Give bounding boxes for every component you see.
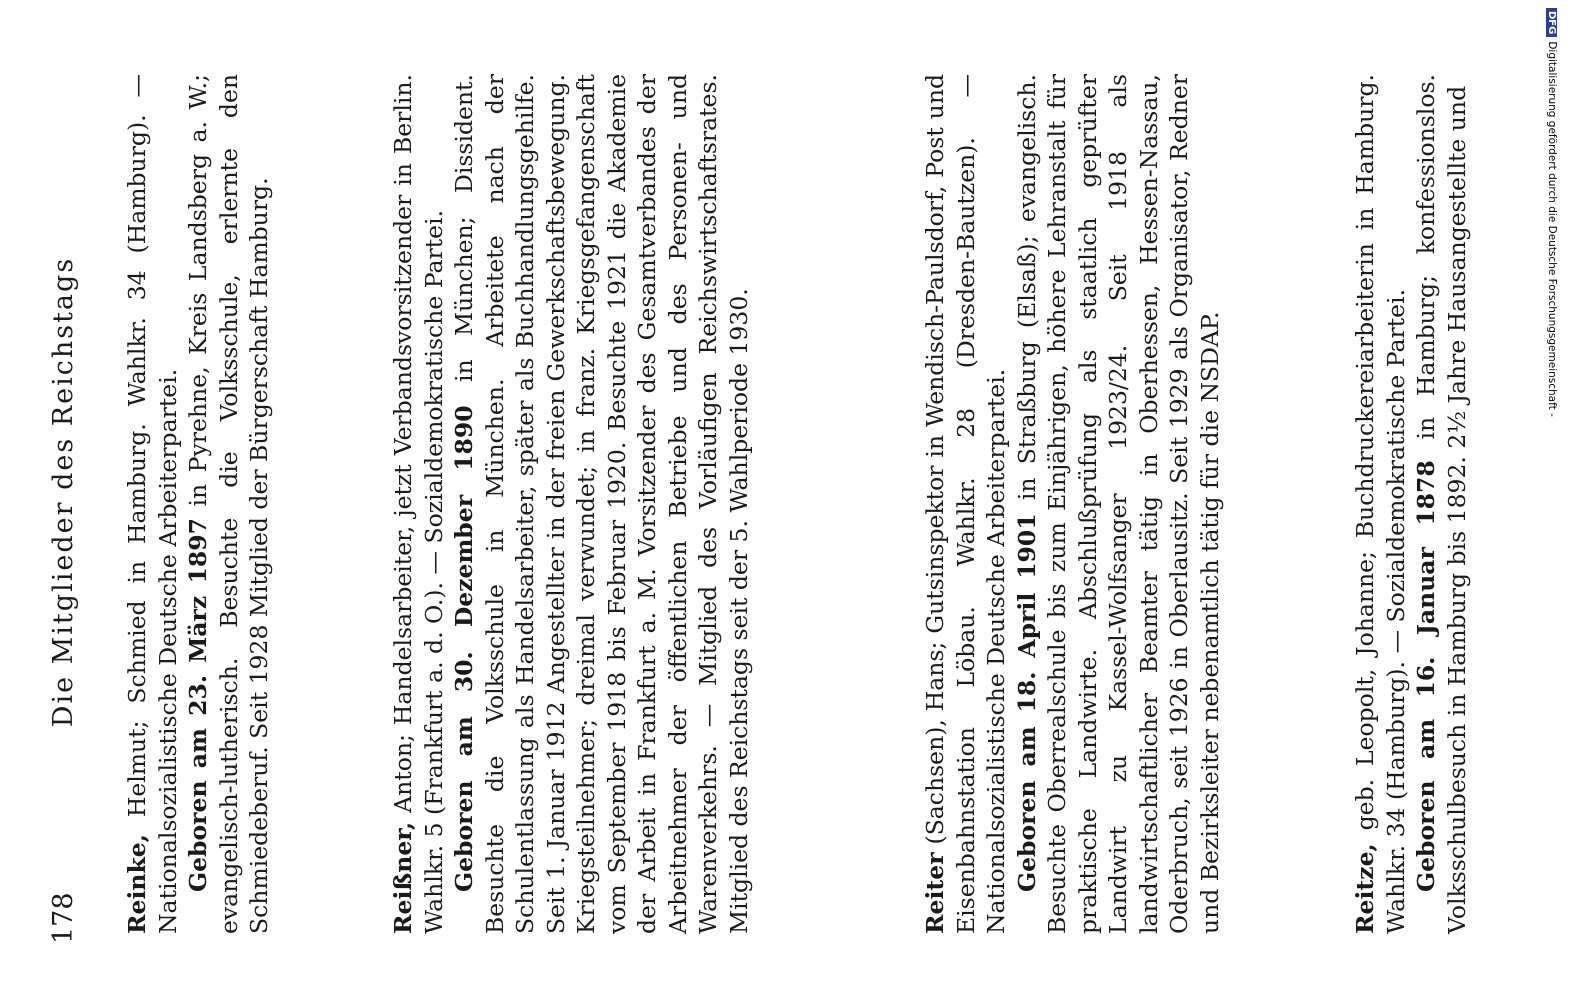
entry-header-text: Helmut; Schmied in Hamburg. Wahlkr. 34 (Hamburg). — Nationalsozialistische Deutsche Arbeiterpartei. xyxy=(123,74,182,934)
entry-header xyxy=(388,74,449,934)
entry-biography xyxy=(1411,74,1472,934)
entry-biography xyxy=(183,74,275,934)
entry-name: Reißner, xyxy=(389,821,417,934)
digitization-note: Digitalisierung gefördert durch die Deutsche Forschungsgemeinschaft - xyxy=(1546,41,1558,417)
entry-header xyxy=(122,74,183,934)
entry-bio-text: in Pyrehne, Kreis Landsberg a. W.; evangelisch-lutherisch. Besuchte die Volksschule, erlernte den Schmiedeberuf. Seit 1928 Mitglied der Bürgerschaft Hamburg. xyxy=(184,74,273,934)
entry-biography xyxy=(449,74,754,934)
entry-header-text: Anton; Handelsarbeiter, jetzt Verbandsvorsitzender in Berlin. Wahlkr. 5 (Frankfurt a. d. O.). — Sozialdemokratische Partei. xyxy=(389,74,448,934)
page-number: 178 xyxy=(48,892,79,944)
entry-reitze xyxy=(1350,74,1472,934)
entry-header xyxy=(1350,74,1411,934)
dfg-credit-text xyxy=(1546,8,1558,417)
entry-born: Geboren am 18. April 1901 xyxy=(1012,513,1041,892)
entry-biography xyxy=(1012,74,1226,934)
entry-reinke xyxy=(122,74,275,934)
entry-bio-text: in München; Dissident. Besuchte die Volksschule in München. Arbeitete nach der Schulentlassung als Handelsarbeiter, später als Buchhandlungsgehilfe. Seit 1. Januar 1912 Angestellter in der freien Gewerkschaftsbewegung. Kriegsteilnehmer; dreimal verwundet; in franz. Kriegsgefangenschaft vom September 1918 bis Februar 1920. Besuchte 1921 die Akademie der Arbeit in Frankfurt a. M. Vorsitzender des Gesamtverbandes der Arbeitnehmer der öffentlichen Betriebe und des Personen- und Warenverkehrs. — Mitglied des Vorläufigen Reichswirtschaftsrates. Mitglied des Reichstags seit der 5. Wahlperiode 1930. xyxy=(450,74,753,934)
dfg-credit xyxy=(1528,8,1558,988)
entry-born: Geboren am 23. März 1897 xyxy=(184,518,212,892)
entry-name: Reinke, xyxy=(123,834,151,934)
entry-header xyxy=(920,74,1012,934)
entry-born: Geboren am 16. Januar 1878 xyxy=(1412,460,1440,892)
entry-bio-text: in Hamburg; konfessionslos. Volksschulbesuch in Hamburg bis 1892. 2½ Jahre Hausangestellte und xyxy=(1412,74,1471,934)
entry-born: Geboren am 30. Dezember 1890 xyxy=(450,405,478,892)
entry-header-text: geb. Leopolt, Johanne; Buchdruckereiarbeiterin in Hamburg. Wahlkr. 34 (Hamburg). — Sozialdemokratische Partei. xyxy=(1351,74,1410,934)
entry-name: Reiter xyxy=(921,852,949,934)
entry-header-text: (Sachsen), Hans; Gutsinspektor in Wendisch-Paulsdorf, Post und Eisenbahnstation Löbau. Wahlkr. 28 (Dresden-Bautzen). — Nationalsozialistische Deutsche Arbeiterpartei. xyxy=(921,74,1010,934)
entry-name: Reitze, xyxy=(1351,843,1379,934)
running-title: Die Mitglieder des Reichstags xyxy=(48,256,79,728)
entry-reiter xyxy=(920,74,1225,934)
entry-reissner xyxy=(388,74,754,934)
entry-bio-text: in Straßburg (Elsaß); evangelisch. Besuchte Oberrealschule bis zum Einjährigen, höhere Lehranstalt für praktische Landwirte. Abschlußprüfung als staatlich geprüfter Landwirt zu Kassel-Wolfsanger 1923/24. Seit 1918 als landwirtschaftlicher Beamter tätig in Oberhessen, Hessen-Nassau, Oderbruch, seit 1926 in Oberlausitz. Seit 1929 als Organisator, Redner und Bezirksleiter nebenamtlich tätig für die NSDAP. xyxy=(1012,74,1224,934)
page-header xyxy=(48,40,88,944)
dfg-logo: DFG xyxy=(1546,8,1557,37)
